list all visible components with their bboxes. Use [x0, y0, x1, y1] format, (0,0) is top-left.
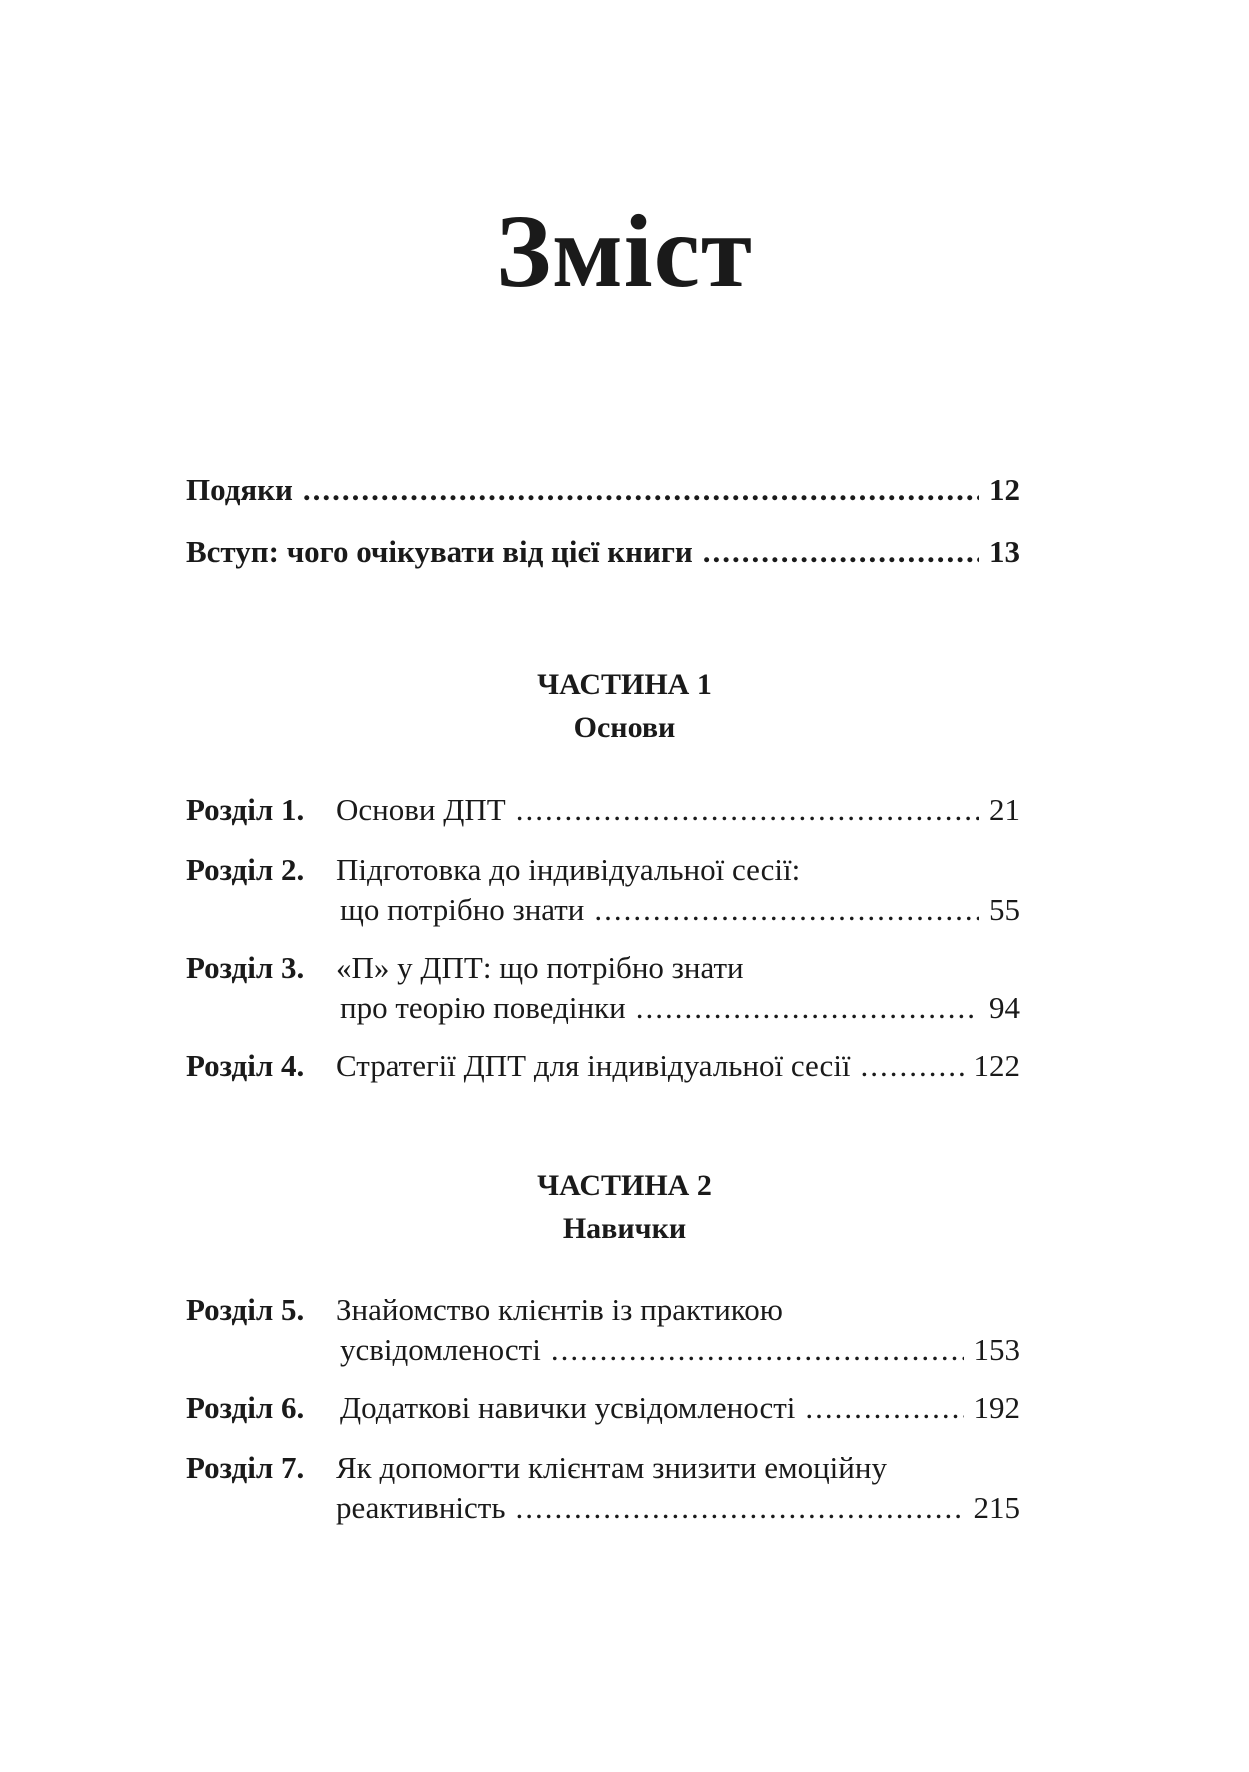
toc-entry-title: «П» у ДПТ: що потрібно знати	[336, 950, 744, 985]
part-1-subtitle: Основи	[573, 711, 676, 744]
chapter-label: Розділ 4.	[186, 1048, 305, 1083]
toc-entry-page: 192	[973, 1390, 1020, 1425]
leader-dots	[703, 532, 979, 572]
toc-entry-label: Подяки	[186, 472, 293, 507]
leader-dots	[861, 1046, 964, 1086]
part-2-subtitle: Навички	[562, 1212, 687, 1245]
toc-entry-line	[336, 1388, 1020, 1428]
toc-entry-line	[336, 890, 1020, 930]
toc-entry-page: 94	[989, 990, 1020, 1025]
toc-entry-page: 153	[973, 1332, 1020, 1367]
toc-entry-page: 12	[989, 472, 1020, 507]
leader-dots	[805, 1388, 963, 1428]
chapter-label: Розділ 6.	[186, 1390, 305, 1425]
toc-entry-label: Вступ: чого очікувати від цієї книги	[186, 534, 693, 569]
toc-entry-page: 55	[989, 892, 1020, 927]
toc-entry-title: Додаткові навички усвідомленості	[340, 1390, 796, 1425]
toc-entry-line	[336, 1046, 1020, 1086]
toc-entry-introduction[interactable]	[186, 532, 1020, 572]
part-2-label: ЧАСТИНА 2	[537, 1169, 712, 1202]
part-1-label: ЧАСТИНА 1	[537, 668, 712, 701]
leader-dots	[636, 988, 979, 1028]
toc-entry-title-cont: усвідомленості	[340, 1332, 541, 1367]
toc-entry-line	[336, 1330, 1020, 1370]
toc-entry-title-cont: що потрібно знати	[340, 892, 585, 927]
chapter-label: Розділ 5.	[186, 1292, 305, 1327]
chapter-label: Розділ 7.	[186, 1450, 305, 1485]
toc-entry-page: 21	[989, 792, 1020, 827]
toc-entry-page: 13	[989, 534, 1020, 569]
page-title: Зміст	[496, 194, 753, 309]
leader-dots	[515, 1488, 963, 1528]
toc-entry-title: Стратегії ДПТ для індивідуальної сесії	[336, 1048, 851, 1083]
chapter-label: Розділ 2.	[186, 852, 305, 887]
toc-entry-title: Основи ДПТ	[336, 792, 506, 827]
toc-entry-page: 215	[973, 1490, 1020, 1525]
toc-entry-title: Підготовка до індивідуальної сесії:	[336, 852, 801, 887]
toc-entry-title-cont: реактивність	[336, 1490, 506, 1525]
chapter-label: Розділ 3.	[186, 950, 305, 985]
leader-dots	[516, 790, 979, 830]
leader-dots	[303, 470, 979, 510]
toc-entry-page: 122	[973, 1048, 1020, 1083]
toc-entry-line	[336, 1488, 1020, 1528]
toc-entry-line	[336, 790, 1020, 830]
leader-dots	[551, 1330, 964, 1370]
toc-entry-acknowledgements[interactable]	[186, 470, 1020, 510]
toc-entry-title: Знайомство клієнтів із практикою	[336, 1292, 783, 1327]
toc-entry-title-cont: про теорію поведінки	[340, 990, 626, 1025]
toc-entry-line	[336, 988, 1020, 1028]
toc-entry-title: Як допомогти клієнтам знизити емоційну	[336, 1450, 887, 1485]
chapter-label: Розділ 1.	[186, 792, 305, 827]
leader-dots	[594, 890, 979, 930]
